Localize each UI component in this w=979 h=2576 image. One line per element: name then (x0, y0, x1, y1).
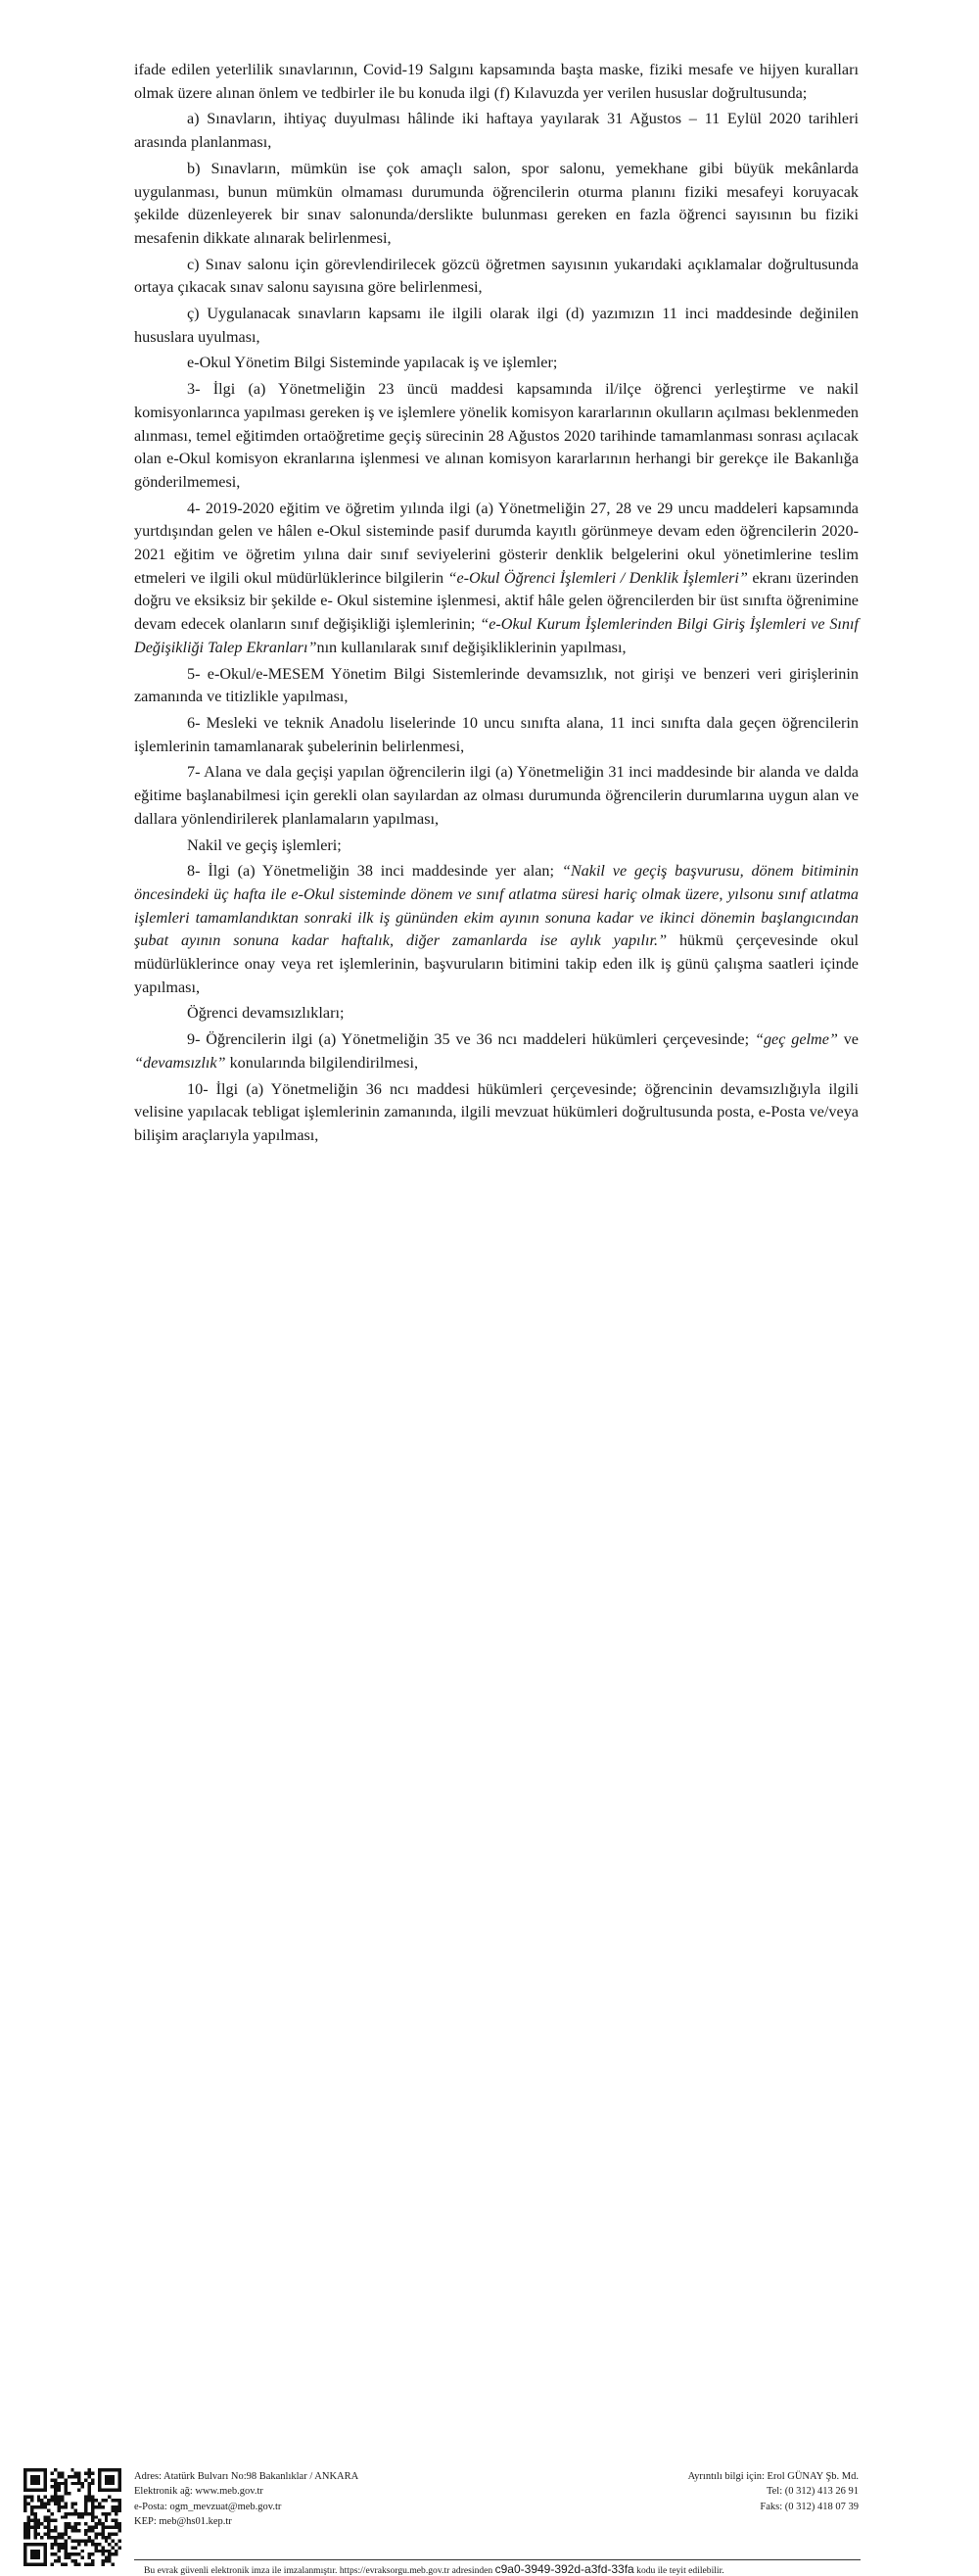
section-heading-devamsizlik: Öğrenci devamsızlıkları; (187, 1004, 345, 1023)
section-heading-nakil: Nakil ve geçiş işlemleri; (187, 835, 342, 854)
paragraph-10: 10- İlgi (a) Yönetmeliğin 36 ncı maddesi hükümleri çerçevesinde; öğrencinin devamsızlığıyla ilgili velisine yapılacak tebligat işlemlerinin zamanında, ilgili mevzuat hükümleri doğrultusunda posta, e-Posta ve/veya bilişim araçlarıyla yapılması, (134, 1079, 859, 1144)
paragraph-4-quote-2: “e-Okul Kurum İşlemlerinden Bilgi Giriş İşlemleri ve Sınıf Değişikliği Talep Ekranları” (134, 615, 859, 656)
document-footer (0, 1232, 979, 2576)
footer-email: e-Posta: ogm_mevzuat@meb.gov.tr (134, 2501, 282, 2512)
paragraph-9-quote-1: “geç gelme” (754, 1030, 838, 1049)
paragraph-5: 5- e-Okul/e-MESEM Yönetim Bilgi Sistemlerinde devamsızlık, not girişi ve benzeri veri girişlerinin zamanında ve titizlikle yapılması, (134, 664, 859, 706)
paragraph-9 (134, 1028, 859, 1074)
signature-note-text: Bu evrak güvenli elektronik imza ile imzalanmıştır. https://evraksorgu.meb.gov.tr adresinden (144, 2565, 493, 2576)
paragraph-8-text-c: hükmü çerçevesinde okul müdürlüklerince onay veya ret işlemlerinin, başvuruların bitimini takip eden ilk iş günü çalışma saatleri içinde yapılması, (134, 931, 859, 996)
footer-contact-block (688, 2469, 859, 2514)
paragraph-4-text-e: nın kullanılarak sınıf değişikliklerinin yapılması, (316, 638, 627, 656)
footer-divider (134, 2559, 861, 2560)
footer-address: Adres: Atatürk Bulvarı No:98 Bakanlıklar / ANKARA (134, 2471, 359, 2482)
paragraph-a: a) Sınavların, ihtiyaç duyulması hâlinde iki haftaya yayılarak 31 Ağustos – 11 Eylül 2020 tarihleri arasında planlanması, (134, 110, 859, 152)
footer-address-block (134, 2469, 358, 2529)
signature-note (144, 2562, 724, 2576)
footer-web: Elektronik ağ: www.meb.gov.tr (134, 2486, 263, 2498)
paragraph-b: b) Sınavların, mümkün ise çok amaçlı salon, spor salonu, yemekhane gibi büyük mekânlarda uygulanması, bunun mümkün olmaması durumunda öğrencilerin oturma planını fiziki mesafeyi koruyacak şekilde düzenleyerek bir sınav salonunda/derslikte bulunması gereken en fazla öğrenci sayısının bu fiziki mesafenin dikkate alınarak belirlenmesi, (134, 159, 859, 247)
paragraph-6: 6- Mesleki ve teknik Anadolu liselerinde 10 uncu sınıfta alana, 11 inci sınıfta dala geçen öğrencilerin işlemlerinin tamamlanarak şubelerinin belirlenmesi, (134, 713, 859, 755)
paragraph-3: 3- İlgi (a) Yönetmeliğin 23 üncü maddesi kapsamında il/ilçe öğrenci yerleştirme ve nakil komisyonlarınca yapılması gereken iş ve işlemlere yönelik komisyon kararlarının okulların açılması beklenmeden alınması, temel eğitimden ortaöğretime geçiş sürecinin 28 Ağustos 2020 tarihinde tamamlanması sonrası açılacak olan e-Okul komisyon ekranlarına işlenmesi ve alınan komisyon kararlarının herhangi bir gerekçe ile Bakanlığa gönderilmemesi, (134, 380, 859, 491)
paragraph-4 (134, 498, 859, 660)
paragraph-8-text-a: 8- İlgi (a) Yönetmeliğin 38 inci maddesinde yer alan; (187, 862, 562, 881)
paragraph-9-text-e: konularında bilgilendirilmesi, (225, 1053, 418, 1072)
paragraph-7: 7- Alana ve dala geçişi yapılan öğrencilerin ilgi (a) Yönetmeliğin 31 inci maddesinde bir alanda ve dalda eğitime başlanabilmesi için gerekli olan sayılardan az olması durumunda öğrencilerin durumlarına uygun alan ve dallara yönlendirilerek planlamaların yapılması, (134, 763, 859, 828)
paragraph-cc: ç) Uygulanacak sınavların kapsamı ile ilgili olarak ilgi (d) yazımızın 11 inci maddesinde değinilen hususlara uyulması, (134, 305, 859, 346)
footer-kep: KEP: meb@hs01.kep.tr (134, 2515, 232, 2527)
paragraph-8 (134, 860, 859, 999)
paragraph-8-quote: “Nakil ve geçiş başvurusu, dönem bitiminin öncesindeki üç hafta ile e-Okul sisteminde dönem ve sınıf atlatma süresi hariç olmak üzere, yılsonu sınıf atlatma işlemleri tamamlandıktan sonraki ilk iş gününden ekim ayının sonuna kadar ve ikinci dönemin başlangıcından şubat ayının sonuna kadar haftalık, diğer zamanlarda ise aylık yapılır.” (134, 862, 860, 950)
paragraph-4-text-a: 4- 2019-2020 eğitim ve öğretim yılında ilgi (a) Yönetmeliğin 27, 28 ve 29 uncu maddeleri kapsamında yurtdışından gelen ve hâlen e-Okul sisteminde pasif durumda kayıtlı görünmeye devam eden öğrencilerin 2020-2021 eğitim ve öğretim yılına dair sınıf seviyelerini gösterir denklik belgelerini okul yönetimlerine teslim etmeleri ve ilgili okul müdürlüklerince bilgilerin (134, 499, 859, 587)
qr-code-icon (23, 2468, 121, 2566)
paragraph-9-text-c: ve (837, 1030, 859, 1049)
footer-tel: Tel: (0 312) 413 26 91 (766, 2486, 859, 2498)
paragraph-c: c) Sınav salonu için görevlendirilecek gözcü öğretmen sayısının yukarıdaki açıklamalar doğrultusunda ortaya çıkacak sınav salonu sayısına göre belirlenmesi, (134, 255, 859, 297)
paragraph-4-quote-1: “e-Okul Öğrenci İşlemleri / Denklik İşlemleri” (447, 568, 748, 587)
footer-contact-person: Ayrıntılı bilgi için: Erol GÜNAY Şb. Md. (687, 2471, 859, 2482)
document-body (134, 59, 859, 1151)
section-heading-eokul: e-Okul Yönetim Bilgi Sisteminde yapılacak iş ve işlemler; (187, 354, 558, 372)
footer-fax: Faks: (0 312) 418 07 39 (760, 2501, 859, 2512)
paragraph-4-text-c: ekranı üzerinden doğru ve eksiksiz bir şekilde e- Okul sistemine işlenmesi, aktif hâle gelen öğrencilerden bir üst sınıfta öğrenimine devam edecek olanların sınıf değişikliği işlemlerinin; (134, 568, 859, 634)
verification-code: c9a0-3949-392d-a3fd-33fa (494, 2562, 634, 2576)
paragraph-intro: ifade edilen yeterlilik sınavlarının, Covid-19 Salgını kapsamında başta maske, fiziki mesafe ve hijyen kuralları olmak üzere alınan önlem ve tedbirler ile bu konuda ilgi (f) Kılavuzda yer verilen hususlar doğrultusunda; (134, 61, 859, 102)
signature-note-suffix: kodu ile teyit edilebilir. (636, 2565, 724, 2576)
paragraph-9-text-a: 9- Öğrencilerin ilgi (a) Yönetmeliğin 35 ve 36 ncı maddeleri hükümleri çerçevesinde; (187, 1030, 755, 1049)
paragraph-9-quote-2: “devamsızlık” (134, 1053, 226, 1072)
